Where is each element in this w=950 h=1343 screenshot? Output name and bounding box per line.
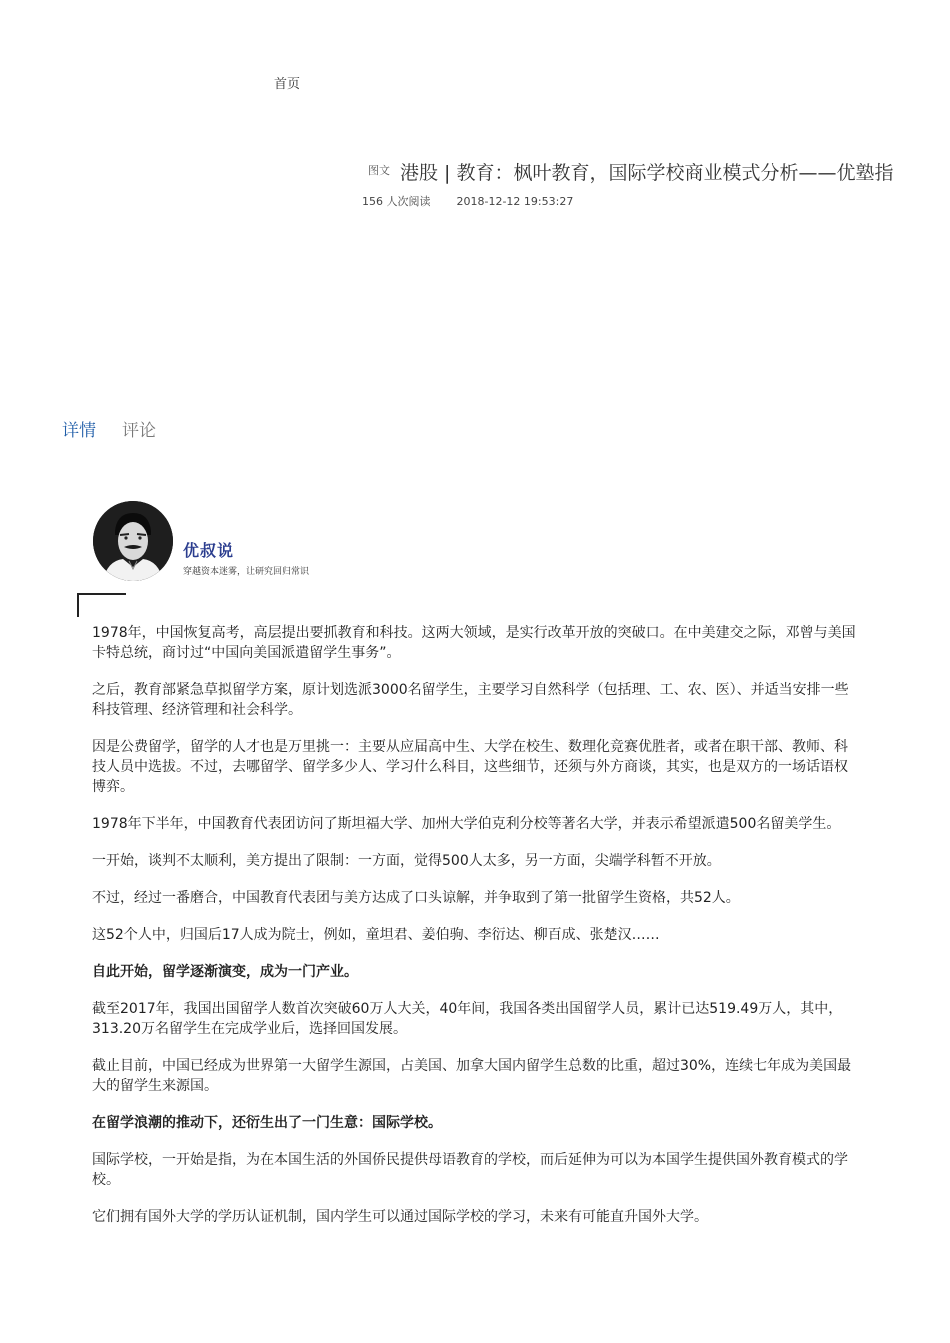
post-meta <box>362 193 573 209</box>
nav-home-link[interactable]: 首页 <box>274 77 301 92</box>
tab-comments[interactable]: 评论 <box>122 421 156 441</box>
post-title: 港股 | 教育：枫叶教育，国际学校商业模式分析——优塾指 <box>400 162 894 184</box>
article-paragraph: 之后，教育部紧急草拟留学方案，原计划选派3000名留学生，主要学习自然科学（包括理、工、农、医）、并适当安排一些科技管理、经济管理和社会科学。 <box>92 682 849 718</box>
article-paragraph: 不过，经过一番磨合，中国教育代表团与美方达成了口头谅解，并争取到了第一批留学生资格，共52人。 <box>92 890 740 906</box>
article-paragraph: 国际学校，一开始是指，为在本国生活的外国侨民提供母语教育的学校，而后延伸为可以为本国学生提供国外教育模式的学校。 <box>92 1152 848 1188</box>
tab-details[interactable]: 详情 <box>62 421 96 441</box>
article-paragraph: 截至2017年，我国出国留学人数首次突破60万人大关，40年间，我国各类出国留学人员，累计已达519.49万人，其中，313.20万名留学生在完成学业后，选择回国发展。 <box>92 1001 843 1037</box>
article-paragraph: 截止目前，中国已经成为世界第一大留学生源国，占美国、加拿大国内留学生总数的比重，超过30%，连续七年成为美国最大的留学生来源国。 <box>92 1058 852 1094</box>
article-paragraph: 这52个人中，归国后17人成为院士，例如，童坦君、姜伯驹、李衍达、柳百成、张楚汉…… <box>92 927 660 943</box>
brand-slogan: 穿越资本迷雾，让研究回归常识 <box>183 567 310 577</box>
tab-bar <box>62 416 182 441</box>
article-paragraph: 一开始，谈判不太顺利，美方提出了限制：一方面，觉得500人太多，另一方面，尖端学科暂不开放。 <box>92 853 721 869</box>
article-paragraph: 在留学浪潮的推动下，还衍生出了一门生意：国际学校。 <box>92 1115 442 1131</box>
article-paragraph: 自此开始，留学逐渐演变，成为一门产业。 <box>92 964 358 980</box>
article-paragraph: 它们拥有国外大学的学历认证机制，国内学生可以通过国际学校的学习，未来有可能直升国外大学。 <box>92 1209 708 1225</box>
brand-name: 优叔说 <box>183 541 235 560</box>
article-paragraph: 1978年下半年，中国教育代表团访问了斯坦福大学、加州大学伯克利分校等著名大学，并表示希望派遣500名留美学生。 <box>92 816 841 832</box>
brand-banner <box>91 500 353 584</box>
article-body <box>92 623 858 1244</box>
corner-bracket-decoration <box>77 593 126 617</box>
post-header <box>368 158 893 185</box>
article-paragraph: 因是公费留学，留学的人才也是万里挑一：主要从应届高中生、大学在校生、数理化竞赛优胜者，或者在职干部、教师、科技人员中选拔。不过，去哪留学、留学多少人、学习什么科目，这些细节，还须与外方商谈，其实，也是双方的一场话语权博弈。 <box>92 739 848 795</box>
article-paragraph: 1978年，中国恢复高考，高层提出要抓教育和科技。这两大领域，是实行改革开放的突破口。在中美建交之际，邓曾与美国卡特总统，商讨过“中国向美国派遣留学生事务”。 <box>92 625 856 661</box>
author-portrait <box>93 501 173 581</box>
post-type-tag: 图文 <box>368 163 390 177</box>
view-count: 156 人次阅读 <box>362 195 431 208</box>
post-datetime: 2018-12-12 19:53:27 <box>456 195 574 208</box>
